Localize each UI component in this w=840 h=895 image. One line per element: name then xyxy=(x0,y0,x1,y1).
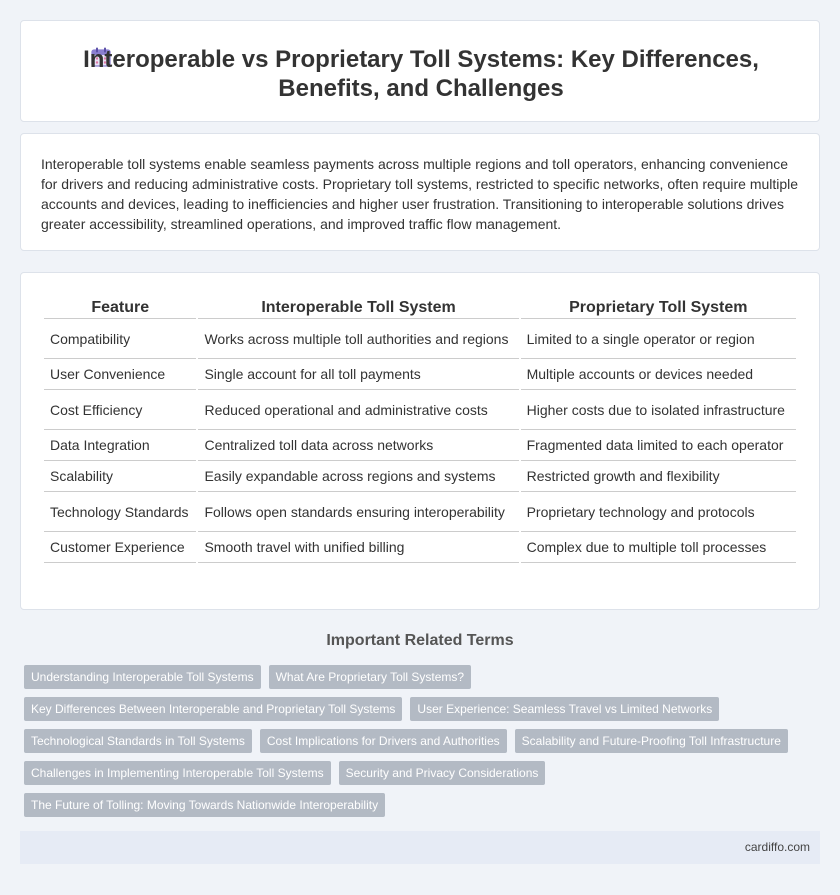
table-cell-feature: Technology Standards xyxy=(44,492,196,532)
table-row xyxy=(44,319,796,359)
table-cell-interoperable: Single account for all toll payments xyxy=(198,359,518,390)
table-cell-proprietary: Proprietary technology and protocols xyxy=(521,492,796,532)
tag-row xyxy=(24,761,814,785)
column-header-proprietary: Proprietary Toll System xyxy=(521,297,796,319)
tag-row xyxy=(24,793,814,817)
page-title-line-1: Interoperable vs Proprietary Toll Systems: Key Differences, xyxy=(83,46,759,73)
table-cell-interoperable: Smooth travel with unified billing xyxy=(198,532,518,563)
table-row xyxy=(44,461,796,492)
page-title xyxy=(21,45,821,103)
title-card xyxy=(20,20,820,122)
related-terms-list xyxy=(24,665,814,825)
table-cell-feature: Cost Efficiency xyxy=(44,390,196,430)
table-row xyxy=(44,492,796,532)
page-title-line-2: Benefits, and Challenges xyxy=(278,75,564,102)
related-term-tag[interactable]: User Experience: Seamless Travel vs Limited Networks xyxy=(410,697,719,721)
intro-card xyxy=(20,133,820,251)
table-cell-feature: Compatibility xyxy=(44,319,196,359)
table-cell-interoperable: Works across multiple toll authorities and regions xyxy=(198,319,518,359)
footer xyxy=(20,831,820,864)
table-cell-feature: Customer Experience xyxy=(44,532,196,563)
table-row xyxy=(44,359,796,390)
related-term-tag[interactable]: Cost Implications for Drivers and Authorities xyxy=(260,729,507,753)
table-row xyxy=(44,532,796,563)
table-cell-proprietary: Limited to a single operator or region xyxy=(521,319,796,359)
related-terms-heading: Important Related Terms xyxy=(326,632,514,649)
table-cell-feature: Scalability xyxy=(44,461,196,492)
table-cell-proprietary: Higher costs due to isolated infrastructure xyxy=(521,390,796,430)
table-cell-interoperable: Follows open standards ensuring interoperability xyxy=(198,492,518,532)
table-cell-proprietary: Restricted growth and flexibility xyxy=(521,461,796,492)
column-header-interoperable: Interoperable Toll System xyxy=(198,297,518,319)
table-cell-interoperable: Reduced operational and administrative costs xyxy=(198,390,518,430)
comparison-table xyxy=(42,297,798,563)
tag-row xyxy=(24,697,814,721)
table-cell-feature: Data Integration xyxy=(44,430,196,461)
table-cell-interoperable: Centralized toll data across networks xyxy=(198,430,518,461)
related-term-tag[interactable]: Challenges in Implementing Interoperable Toll Systems xyxy=(24,761,331,785)
table-header-row xyxy=(44,297,796,319)
table-cell-proprietary: Complex due to multiple toll processes xyxy=(521,532,796,563)
tag-row xyxy=(24,729,814,753)
table-cell-proprietary: Fragmented data limited to each operator xyxy=(521,430,796,461)
tag-row xyxy=(24,665,814,689)
comparison-card xyxy=(20,272,820,610)
footer-site-link[interactable]: cardiffo.com xyxy=(744,840,810,854)
related-term-tag[interactable]: Understanding Interoperable Toll Systems xyxy=(24,665,261,689)
table-row xyxy=(44,430,796,461)
related-term-tag[interactable]: Security and Privacy Considerations xyxy=(339,761,546,785)
related-term-tag[interactable]: Technological Standards in Toll Systems xyxy=(24,729,252,753)
table-row xyxy=(44,390,796,430)
column-header-feature: Feature xyxy=(44,297,196,319)
intro-paragraph: Interoperable toll systems enable seamless payments across multiple regions and toll operators, enhancing convenience for drivers and reducing administrative costs. Proprietary toll systems, restricted to specific networks, often require multiple accounts and devices, leading to inefficiencies and higher user frustration. Transitioning to interoperable solutions drives greater accessibility, streamlined operations, and improved traffic flow management. xyxy=(41,156,799,232)
table-cell-interoperable: Easily expandable across regions and systems xyxy=(198,461,518,492)
table-cell-proprietary: Multiple accounts or devices needed xyxy=(521,359,796,390)
related-term-tag[interactable]: Scalability and Future-Proofing Toll Infrastructure xyxy=(515,729,788,753)
table-cell-feature: User Convenience xyxy=(44,359,196,390)
related-term-tag[interactable]: What Are Proprietary Toll Systems? xyxy=(269,665,472,689)
related-term-tag[interactable]: The Future of Tolling: Moving Towards Nationwide Interoperability xyxy=(24,793,385,817)
related-term-tag[interactable]: Key Differences Between Interoperable and Proprietary Toll Systems xyxy=(24,697,402,721)
